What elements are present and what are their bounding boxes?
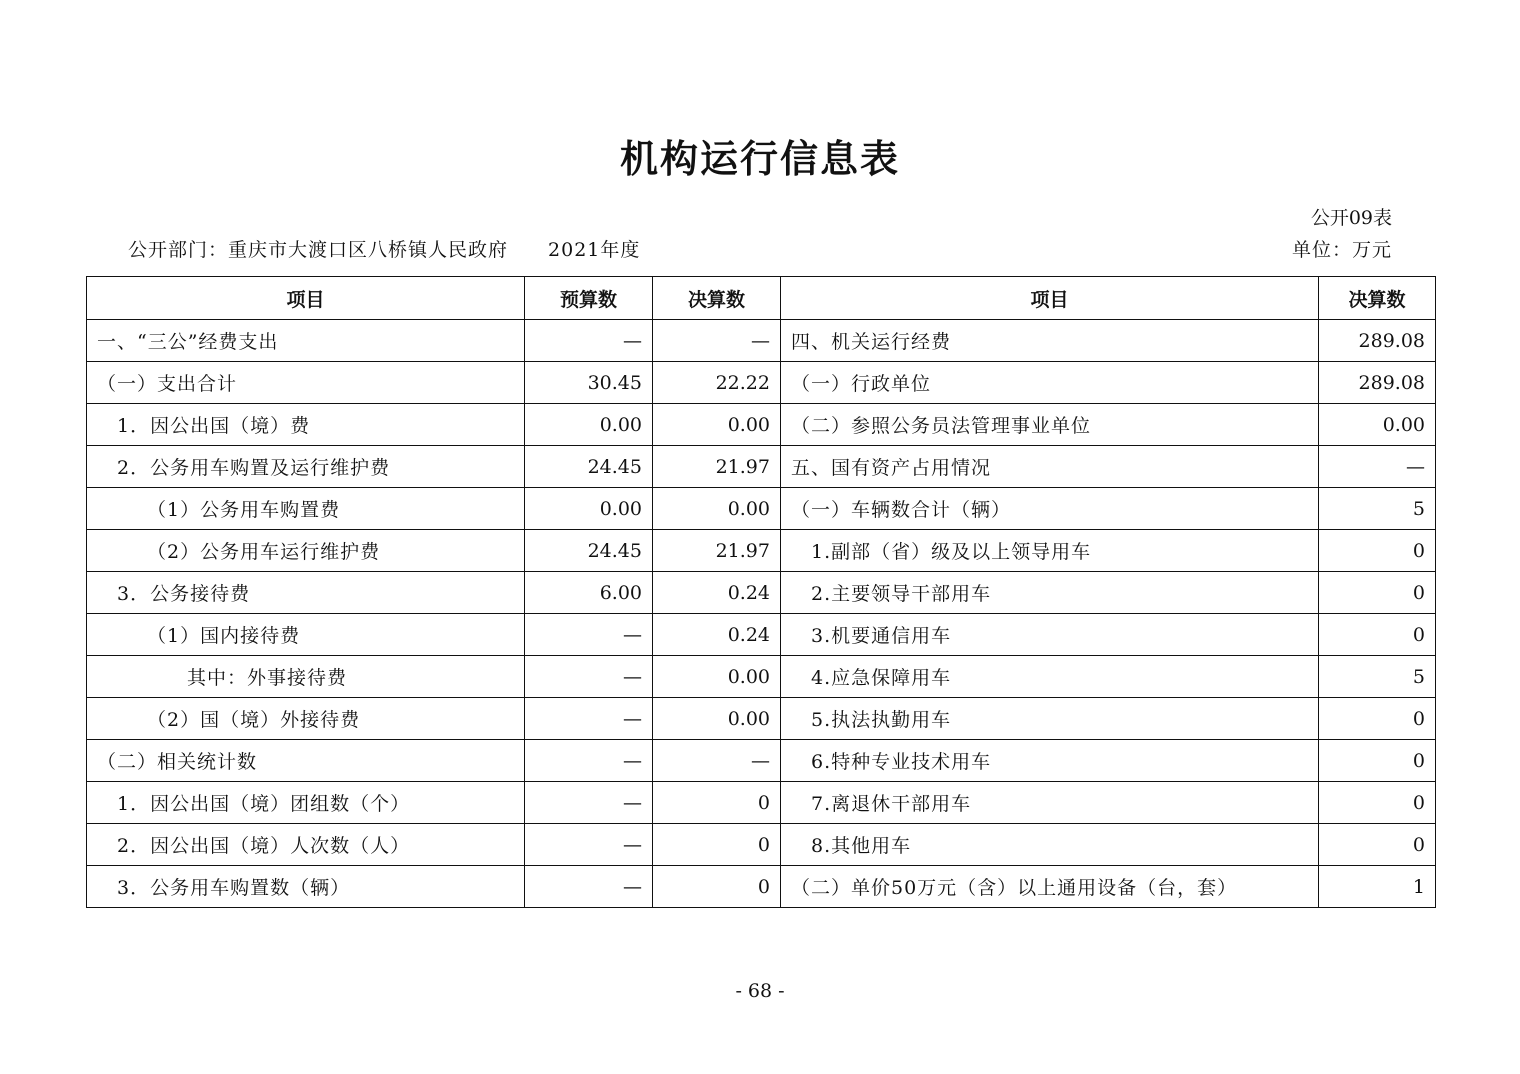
department-label: 公开部门：重庆市大渡口区八桥镇人民政府 <box>128 239 509 261</box>
left-item-cell: （二）相关统计数 <box>87 740 525 782</box>
budget-cell: — <box>525 824 653 866</box>
right-value-cell: 0 <box>1319 824 1436 866</box>
right-value-cell: 289.08 <box>1319 320 1436 362</box>
table-row <box>87 656 1436 698</box>
budget-cell: 24.45 <box>525 530 653 572</box>
left-item-cell: 2．因公出国（境）人次数（人） <box>87 824 525 866</box>
page-title: 机构运行信息表 <box>619 137 900 181</box>
final-cell: — <box>653 320 781 362</box>
budget-cell: — <box>525 698 653 740</box>
budget-cell: 0.00 <box>525 488 653 530</box>
table-row <box>87 698 1436 740</box>
right-item-cell: 3.机要通信用车 <box>781 614 1319 656</box>
right-value-cell: 0 <box>1319 698 1436 740</box>
table-row <box>87 446 1436 488</box>
table-row <box>87 740 1436 782</box>
table-row <box>87 362 1436 404</box>
table-row <box>87 320 1436 362</box>
right-item-cell: （二）单价50万元（含）以上通用设备（台，套） <box>781 866 1319 908</box>
right-item-cell: 四、机关运行经费 <box>781 320 1319 362</box>
right-value-cell: 0.00 <box>1319 404 1436 446</box>
left-item-cell: 2．公务用车购置及运行维护费 <box>87 446 525 488</box>
table-row <box>87 488 1436 530</box>
right-value-cell: 5 <box>1319 488 1436 530</box>
budget-cell: — <box>525 320 653 362</box>
year-label: 2021年度 <box>548 239 641 261</box>
final-cell: 0 <box>653 866 781 908</box>
right-item-cell: 6.特种专业技术用车 <box>781 740 1319 782</box>
right-value-cell: 0 <box>1319 530 1436 572</box>
right-item-cell: （一）车辆数合计（辆） <box>781 488 1319 530</box>
table-row <box>87 404 1436 446</box>
table-header-row <box>87 277 1436 320</box>
right-value-cell: 0 <box>1319 614 1436 656</box>
budget-cell: — <box>525 866 653 908</box>
right-item-cell: 7.离退休干部用车 <box>781 782 1319 824</box>
final-cell: 0.00 <box>653 656 781 698</box>
right-item-cell: 五、国有资产占用情况 <box>781 446 1319 488</box>
left-item-cell: （2）国（境）外接待费 <box>87 698 525 740</box>
header-final-right: 决算数 <box>1319 277 1436 320</box>
left-item-cell: （2）公务用车运行维护费 <box>87 530 525 572</box>
budget-cell: 30.45 <box>525 362 653 404</box>
left-item-cell: 1．因公出国（境）费 <box>87 404 525 446</box>
budget-cell: 24.45 <box>525 446 653 488</box>
left-item-cell: 1．因公出国（境）团组数（个） <box>87 782 525 824</box>
budget-cell: — <box>525 656 653 698</box>
final-cell: 0.00 <box>653 488 781 530</box>
unit-label: 单位：万元 <box>1291 239 1392 261</box>
left-item-cell: 3．公务接待费 <box>87 572 525 614</box>
header-item-left: 项目 <box>87 277 525 320</box>
department-line <box>128 235 640 262</box>
right-item-cell: 4.应急保障用车 <box>781 656 1319 698</box>
right-item-cell: 5.执法执勤用车 <box>781 698 1319 740</box>
right-item-cell: （二）参照公务员法管理事业单位 <box>781 404 1319 446</box>
page-number: - 68 - <box>735 980 785 1002</box>
final-cell: 21.97 <box>653 446 781 488</box>
final-cell: 0 <box>653 782 781 824</box>
table-row <box>87 530 1436 572</box>
final-cell: 0 <box>653 824 781 866</box>
left-item-cell: （1）国内接待费 <box>87 614 525 656</box>
right-value-cell: 0 <box>1319 572 1436 614</box>
final-cell: 22.22 <box>653 362 781 404</box>
budget-cell: — <box>525 740 653 782</box>
final-cell: 21.97 <box>653 530 781 572</box>
table-row <box>87 866 1436 908</box>
header-budget: 预算数 <box>525 277 653 320</box>
right-item-cell: 8.其他用车 <box>781 824 1319 866</box>
final-cell: 0.00 <box>653 698 781 740</box>
table-id: 公开09表 <box>1310 207 1392 229</box>
right-value-cell: — <box>1319 446 1436 488</box>
right-value-cell: 0 <box>1319 782 1436 824</box>
table-row <box>87 782 1436 824</box>
final-cell: 0.00 <box>653 404 781 446</box>
right-value-cell: 5 <box>1319 656 1436 698</box>
right-item-cell: 1.副部（省）级及以上领导用车 <box>781 530 1319 572</box>
left-item-cell: 3．公务用车购置数（辆） <box>87 866 525 908</box>
table-row <box>87 572 1436 614</box>
budget-cell: — <box>525 614 653 656</box>
left-item-cell: （一）支出合计 <box>87 362 525 404</box>
table-row <box>87 824 1436 866</box>
table-row <box>87 614 1436 656</box>
right-item-cell: 2.主要领导干部用车 <box>781 572 1319 614</box>
header-item-right: 项目 <box>781 277 1319 320</box>
right-value-cell: 289.08 <box>1319 362 1436 404</box>
left-item-cell: （1）公务用车购置费 <box>87 488 525 530</box>
right-item-cell: （一）行政单位 <box>781 362 1319 404</box>
final-cell: — <box>653 740 781 782</box>
header-final-left: 决算数 <box>653 277 781 320</box>
final-cell: 0.24 <box>653 572 781 614</box>
left-item-cell: 其中：外事接待费 <box>87 656 525 698</box>
budget-cell: 0.00 <box>525 404 653 446</box>
budget-cell: 6.00 <box>525 572 653 614</box>
right-value-cell: 0 <box>1319 740 1436 782</box>
info-table <box>86 276 1436 908</box>
left-item-cell: 一、“三公”经费支出 <box>87 320 525 362</box>
right-value-cell: 1 <box>1319 866 1436 908</box>
budget-cell: — <box>525 782 653 824</box>
final-cell: 0.24 <box>653 614 781 656</box>
